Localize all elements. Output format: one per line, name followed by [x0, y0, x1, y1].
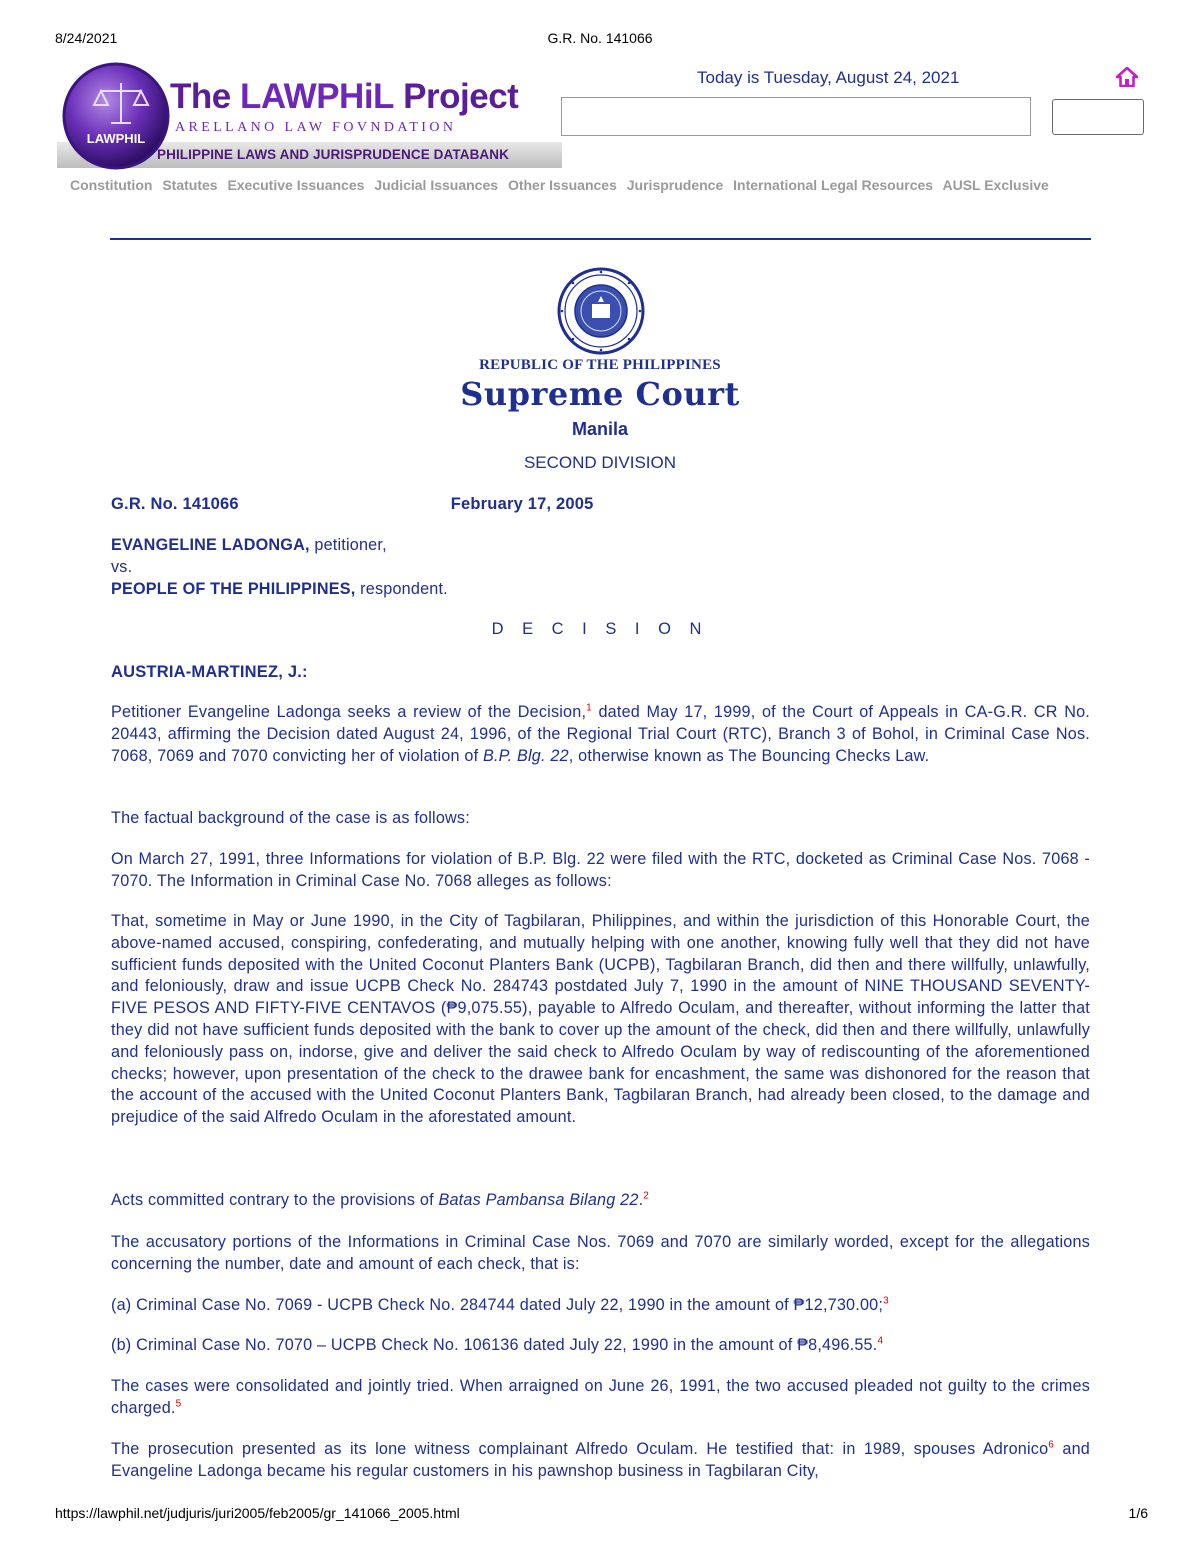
- print-date: 8/24/2021: [55, 30, 118, 46]
- footnote-4-link[interactable]: 4: [877, 1335, 884, 1347]
- paragraph-10: The prosecution presented as its lone witness complainant Alfredo Oculam. He testified that: in 1989, spouses Adronico$^6$ and Evangeline Ladonga became his regular customers in his pawnshop business in Tagbilaran City,: [111, 1439, 1090, 1480]
- court-city: Manila: [571, 419, 628, 439]
- paragraph-3: On March 27, 1991, three Informations for violation of B.P. Blg. 22 were filed with the RTC, docketed as Criminal Case Nos. 7068 - 7070. The Information in Criminal Case No. 7068 alleges as follows:: [111, 850, 1090, 890]
- footnote-5-link[interactable]: 5: [175, 1398, 182, 1410]
- nav-constitution[interactable]: Constitution: [70, 177, 153, 193]
- paragraph-2: The factual background of the case is as follows:: [111, 809, 470, 827]
- respondent-role: respondent.: [355, 579, 448, 598]
- gr-number: G.R. No. 141066: [111, 495, 239, 513]
- home-icon[interactable]: [1116, 67, 1138, 87]
- nav-statutes[interactable]: Statutes: [162, 177, 218, 193]
- nav-judicial-issuances[interactable]: Judicial Issuances: [374, 177, 499, 193]
- nav-jurisprudence[interactable]: Jurisprudence: [626, 177, 724, 193]
- print-title: G.R. No. 141066: [547, 30, 653, 46]
- petitioner-name: EVANGELINE LADONGA,: [111, 536, 310, 554]
- nav-executive-issuances[interactable]: Executive Issuances: [227, 177, 365, 193]
- nav-ausl-exclusive[interactable]: AUSL Exclusive: [942, 177, 1049, 193]
- case-parties: [111, 535, 1090, 600]
- paragraph-5: Acts committed contrary to the provisions of Batas Pambansa Bilang 22.$^2$: [111, 1190, 650, 1209]
- decision-heading: D E C I S I O N: [491, 620, 709, 638]
- print-page-number: 1/6: [1128, 1505, 1148, 1521]
- nav-international-legal-resources[interactable]: International Legal Resources: [733, 177, 934, 193]
- brand-title: The LAWPHiL Project: [170, 77, 519, 116]
- court-name: Supreme Court: [460, 375, 740, 413]
- paragraph-9: The cases were consolidated and jointly tried. When arraigned on June 26, 1991, the two accused pleaded not guilty to the crimes charged.$^5$: [111, 1377, 1090, 1417]
- footnote-2-link[interactable]: 2: [643, 1190, 650, 1202]
- case-date: February 17, 2005: [450, 495, 594, 513]
- ponente: AUSTRIA-MARTINEZ, J.:: [111, 663, 308, 681]
- petitioner-role: petitioner,: [309, 536, 387, 554]
- search-button[interactable]: [1052, 99, 1144, 135]
- republic-heading: REPUBLIC OF THE PHILIPPINES: [479, 357, 721, 373]
- nav-other-issuances[interactable]: Other Issuances: [507, 177, 617, 193]
- site-banner[interactable]: [57, 58, 562, 170]
- header-divider: [110, 238, 1091, 240]
- respondent-name: PEOPLE OF THE PHILIPPINES,: [111, 579, 356, 598]
- paragraph-1: Petitioner Evangeline Ladonga seeks a review of the Decision,$^1$ dated May 17, 1999, of the Court of Appeals in CA-G.R. CR No. 20443, affirming the Decision dated August 24, 1996, of the Regional Trial Court (RTC), Branch 3 of Bohol, in Criminal Case Nos. 7068, 7069 and 7070 convicting her of violation of B.P. Blg. 22, otherwise known as The Bouncing Checks Law.: [111, 702, 1090, 765]
- main-nav: [70, 177, 1055, 193]
- search-input[interactable]: [561, 97, 1031, 136]
- paragraph-7: (a) Criminal Case No. 7069 - UCPB Check No. 284744 dated July 22, 1990 in the amount of ₱12,730.00;$^3$: [111, 1295, 889, 1314]
- paragraph-8: (b) Criminal Case No. 7070 – UCPB Check No. 106136 dated July 22, 1990 in the amount of ₱8,496.55.$^4$: [111, 1335, 884, 1354]
- paragraph-6: The accusatory portions of the Informations in Criminal Case Nos. 7069 and 7070 are similarly worded, except for the allegations concerning the number, date and amount of each check, that is:: [111, 1233, 1090, 1273]
- supreme-court-seal-icon: [556, 266, 646, 356]
- information-quote: That, sometime in May or June 1990, in the City of Tagbilaran, Philippines, and within the jurisdiction of this Honorable Court, the above-named accused, conspiring, confederating, and mutually helping with one another, knowing fully well that they did not have sufficient funds deposited with the United Coconut Planters Bank (UCPB), Tagbilaran Branch, did then and there willfully, unlawfully, and feloniously, draw and issue UCPB Check No. 284743 postdated July 7, 1990 in the amount of NINE THOUSAND SEVENTY-FIVE PESOS AND FIFTY-FIVE CENTAVOS (₱9,075.55), payable to Alfredo Oculam, and thereafter, without informing the latter that they did not have sufficient funds deposited with the bank to cover up the amount of the check, did then and there willfully, unlawfully and feloniously pass on, indorse, give and deliver the said check to Alfredo Oculam by way of rediscounting of the aforementioned checks; however, upon presentation of the check to the drawee bank for encashment, the same was dishonored for the reason that the account of the accused with the United Coconut Planters Bank, Tagbilaran Branch, had already been closed, to the damage and prejudice of the said Alfredo Oculam in the aforestated amount.: [111, 912, 1090, 1127]
- svg-text:LAWPHIL: LAWPHIL: [86, 131, 146, 146]
- versus: vs.: [111, 557, 133, 576]
- brand-subtitle: ARELLANO LAW FOVNDATION: [175, 120, 457, 135]
- banner-strip-text: PHILIPPINE LAWS AND JURISPRUDENCE DATABANK: [157, 147, 509, 162]
- today-date: Today is Tuesday, August 24, 2021: [697, 68, 960, 87]
- case-number-line: [111, 494, 1090, 516]
- lawphil-logo-icon: [61, 61, 171, 171]
- division-heading: SECOND DIVISION: [523, 453, 677, 472]
- footnote-1-link[interactable]: 1: [586, 702, 592, 714]
- footnote-6-link[interactable]: 6: [1048, 1439, 1055, 1451]
- footnote-3-link[interactable]: 3: [883, 1295, 889, 1307]
- print-url: https://lawphil.net/judjuris/juri2005/feb2005/gr_141066_2005.html: [55, 1505, 460, 1521]
